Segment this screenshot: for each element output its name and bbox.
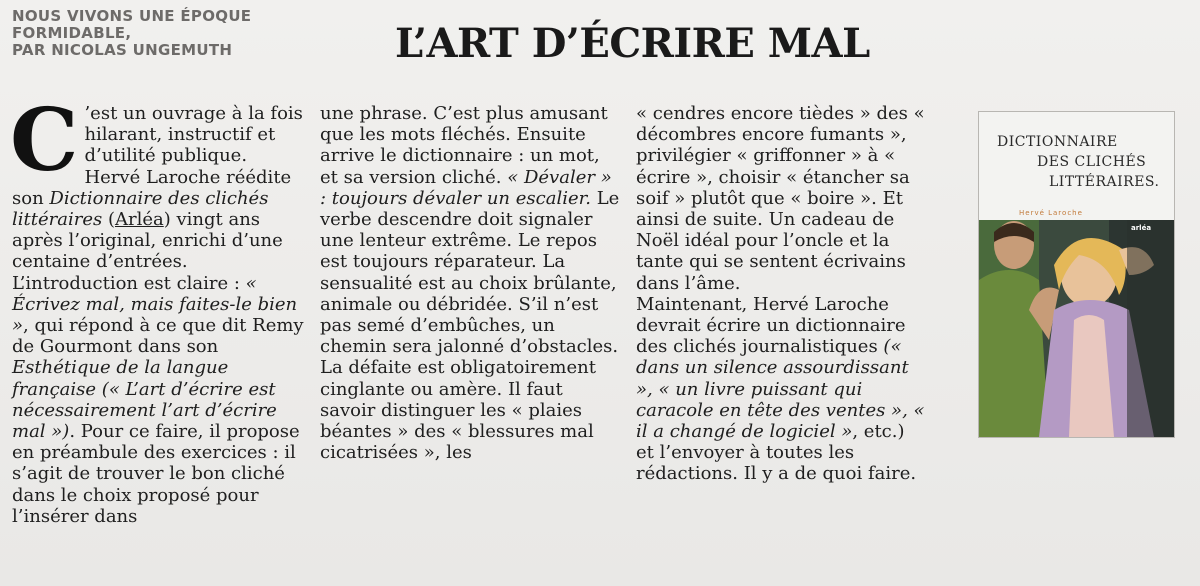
kicker-line: NOUS VIVONS UNE ÉPOQUE xyxy=(12,7,252,25)
text-run: « cendres encore tièdes » des « décombres encore fumants », privilégier « griffonner » à « écrire », choisir « étancher sa soif » plutôt que « boire ». Et ainsi de suite. Un cadeau de Noël idéal pour l’oncle et la tante qui se sentent écrivains dans l’âme. xyxy=(636,103,925,294)
kicker-line: FORMIDABLE, xyxy=(12,24,132,42)
article-column-2 xyxy=(320,103,620,463)
cover-publisher: arléa xyxy=(1131,224,1152,232)
text-run: Dictionnaire des clichés littéraires xyxy=(12,187,269,231)
text-run: « Dévaler » : toujours dévaler un escalier. xyxy=(320,166,612,209)
article-paragraph xyxy=(636,103,926,485)
article-paragraph xyxy=(320,103,620,463)
cover-title-line: DICTIONNAIRE xyxy=(997,134,1118,150)
text-run: ’est un ouvrage à la fois hilarant, instructif et d’utilité publique. Hervé Laroche réédite son xyxy=(12,103,303,209)
cover-title-line: DES CLICHÉS xyxy=(1037,154,1147,170)
text-run: (« L’art d’écrire est nécessairement l’art d’écrire mal ») xyxy=(12,378,277,443)
text-run: , etc.) et l’envoyer à toutes les rédactions. Il y a de quoi faire. xyxy=(636,421,917,485)
text-run: ( xyxy=(102,209,115,231)
cover-illustration xyxy=(979,220,1174,437)
kicker-line: PAR NICOLAS UNGEMUTH xyxy=(12,41,233,59)
text-run: (« dans un silence assourdissant », « un livre puissant qui caracole en tête des ventes », « il a changé de logiciel » xyxy=(636,336,925,443)
column-kicker xyxy=(12,8,312,59)
drop-cap: C xyxy=(10,90,79,191)
text-run: ) vingt ans après l’original, enrichi d’une centaine d’entrées. L’introduction est claire : xyxy=(12,209,283,294)
article-column-1 xyxy=(10,90,305,527)
text-run: . Pour ce faire, il propose en préambule des exercices : il s’agit de trouver le bon cliché dans le choix proposé pour l’insérer dans xyxy=(12,421,300,527)
article-column-3 xyxy=(636,103,926,485)
text-run: , qui répond à ce que dit Remy de Gourmont dans son xyxy=(12,315,304,358)
text-run: « Écrivez mal, mais faites-le bien » xyxy=(12,272,298,337)
text-run: Le verbe descendre doit signaler une lenteur extrême. Le repos est toujours réparateur. La sensualité est au choix brûlante, animale ou débridée. S’il n’est pas semé d’embûches, un chemin sera jalonné d’obstacles. La défaite est obligatoirement cinglante ou amère. Il faut savoir distinguer les « plaies béantes » des « blessures mal cicatrisées », les xyxy=(320,187,620,464)
book-cover-image xyxy=(978,111,1175,438)
cover-author: Hervé Laroche xyxy=(1019,209,1083,217)
cover-title-line: LITTÉRAIRES. xyxy=(1049,174,1160,190)
text-run: Esthétique de la langue française xyxy=(12,357,229,400)
publisher-link[interactable]: Arléa xyxy=(114,209,164,231)
text-run: une phrase. C’est plus amusant que les mots fléchés. Ensuite arrive le dictionnaire : un mot, et sa version cliché. xyxy=(320,103,608,188)
text-run: Maintenant, Hervé Laroche devrait écrire un dictionnaire des clichés journalistiques xyxy=(636,293,906,358)
article-headline: L’ART D’ÉCRIRE MAL xyxy=(395,20,870,67)
article-paragraph xyxy=(10,90,305,527)
